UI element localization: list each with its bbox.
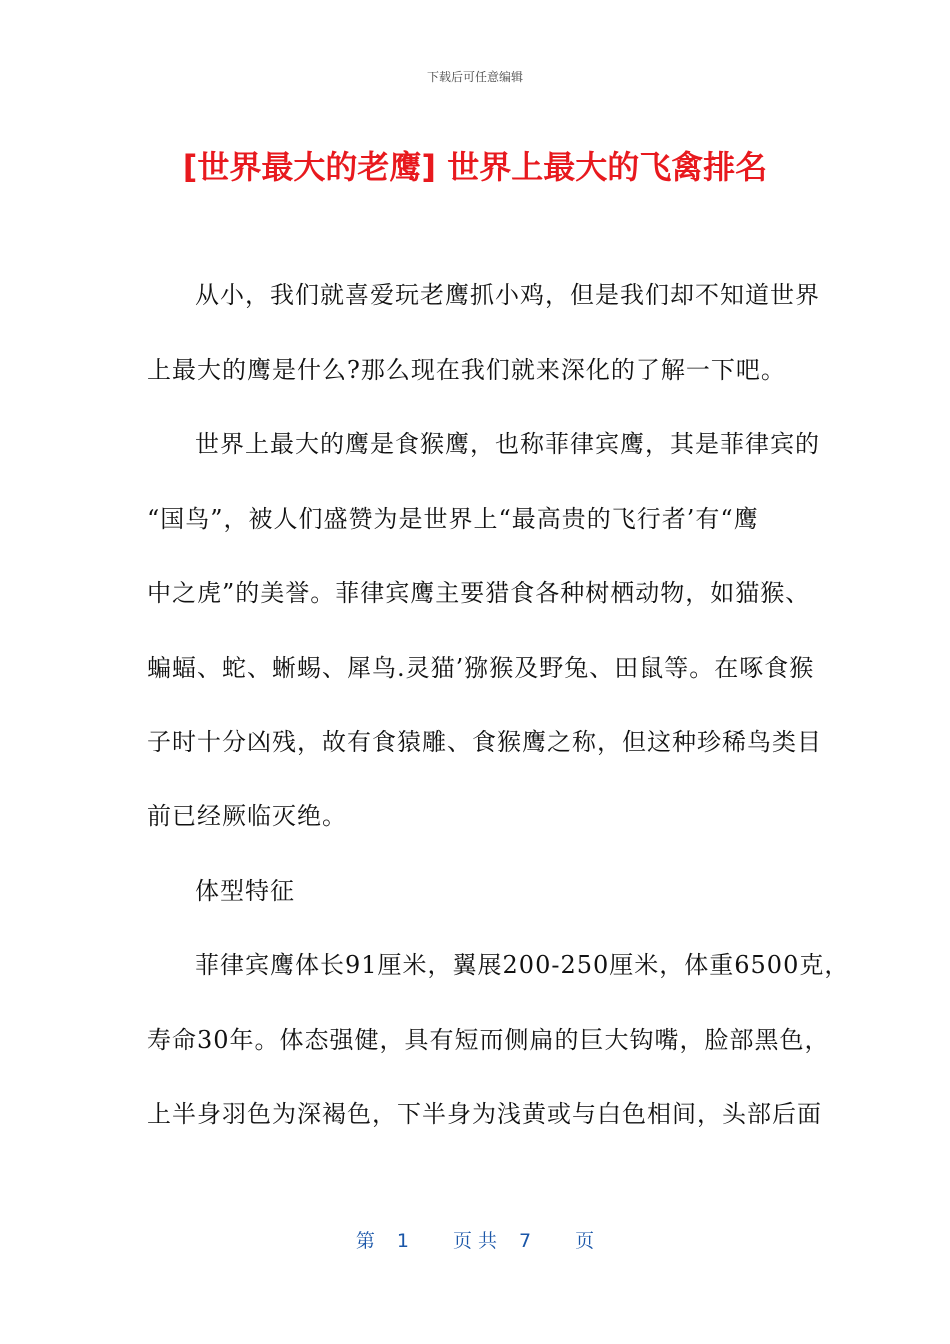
paragraph-line: 上最大的鹰是什么?那么现在我们就来深化的了解一下吧。 bbox=[147, 356, 786, 384]
paragraph-line: 蝙蝠、蛇、蜥蜴、犀鸟.灵猫’猕猴及野兔、田鼠等。在啄食猴 bbox=[147, 654, 815, 682]
paragraph-line: 上半身羽色为深褐色，下半身为浅黄或与白色相间，头部后面 bbox=[147, 1100, 822, 1128]
document-title: [世界最大的老鹰] 世界上最大的飞禽排名 bbox=[182, 148, 768, 186]
footer-total-pages: 7 bbox=[519, 1230, 532, 1252]
footer-suffix: 页 bbox=[575, 1230, 595, 1252]
paragraph-line: 子时十分凶残，故有食猿雕、食猴鹰之称，但这种珍稀鸟类目 bbox=[147, 728, 822, 756]
paragraph-line: 菲律宾鹰体长91厘米，翼展200-250厘米，体重6500克， bbox=[195, 951, 850, 979]
section-heading: 体型特征 bbox=[195, 877, 295, 905]
paragraph-line: 寿命30年。体态强健，具有短而侧扁的巨大钩嘴，脸部黑色， bbox=[147, 1026, 830, 1054]
page-footer bbox=[0, 1226, 950, 1253]
paragraph-line: 中之虎”的美誉。菲律宾鹰主要猎食各种树栖动物，如猫猴、 bbox=[147, 579, 811, 607]
header-note: 下载后可任意编辑 bbox=[426, 70, 523, 84]
paragraph-line: 世界上最大的鹰是食猴鹰，也称菲律宾鹰，其是菲律宾的 bbox=[195, 430, 820, 458]
footer-prefix: 第 bbox=[355, 1230, 375, 1252]
paragraph-line: “国鸟”，被人们盛赞为是世界上“最高贵的飞行者’有“鹰 bbox=[147, 505, 759, 533]
footer-middle: 页 共 bbox=[452, 1230, 498, 1252]
paragraph-line: 从小，我们就喜爱玩老鹰抓小鸡，但是我们却不知道世界 bbox=[195, 281, 820, 309]
footer-page-number: 1 bbox=[396, 1230, 409, 1252]
paragraph-line: 前已经厥临灭绝。 bbox=[147, 802, 347, 830]
